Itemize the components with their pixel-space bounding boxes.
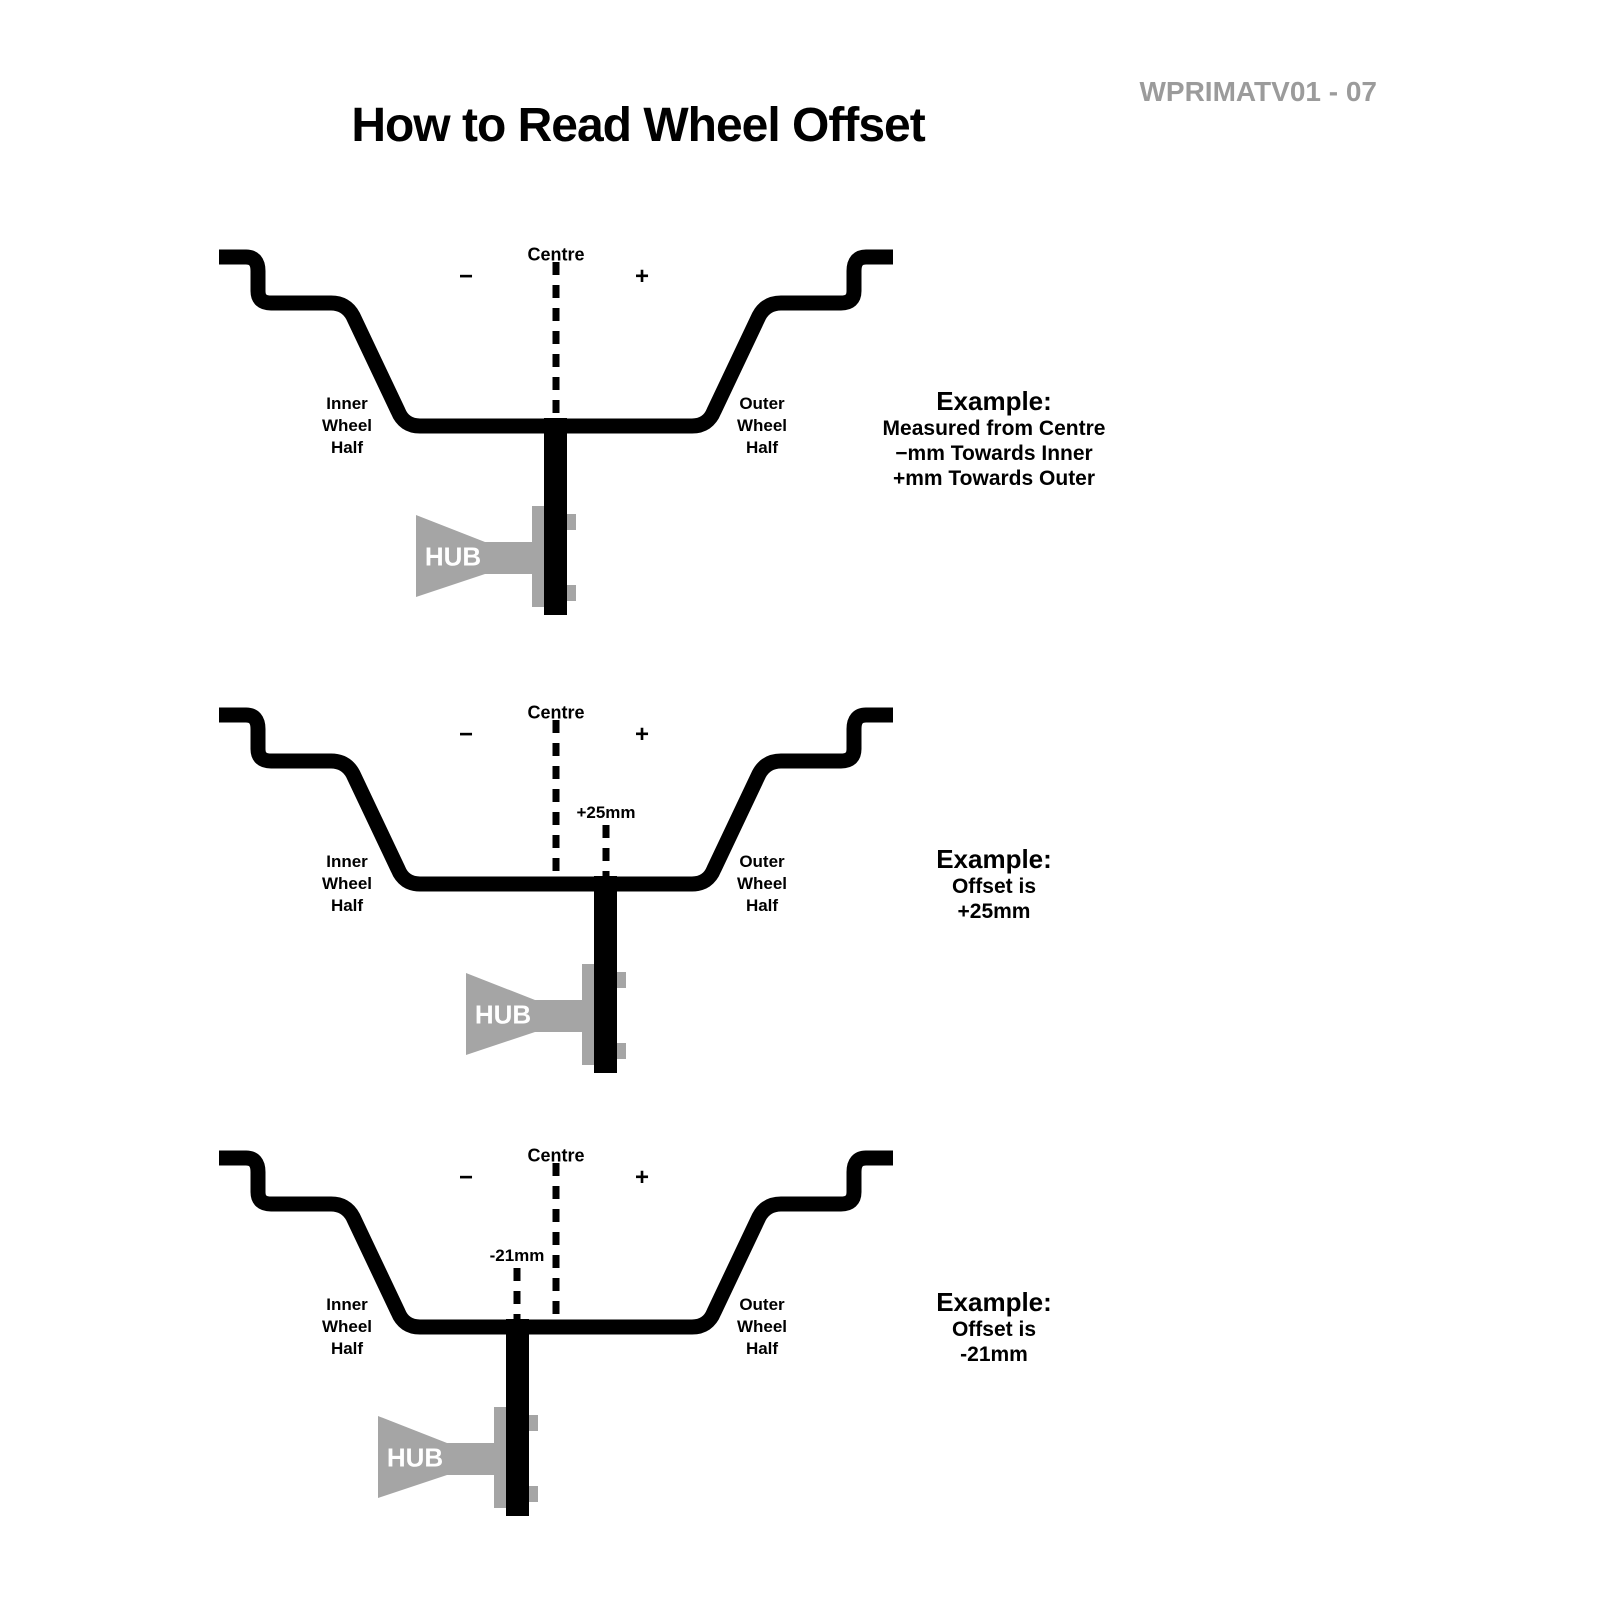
example-heading: Example: — [936, 386, 1052, 416]
document-code: WPRIMATV01 - 07 — [1139, 76, 1377, 107]
page-title: How to Read Wheel Offset — [351, 99, 925, 152]
minus-sign: − — [458, 263, 474, 290]
outer-wheel-half-label — [737, 393, 787, 459]
wheel-mounting-bar — [594, 876, 617, 1073]
centre-label: Centre — [527, 1145, 585, 1166]
wheel-mounting-bar — [506, 1319, 529, 1516]
inner-label-line: Half — [330, 896, 364, 915]
centre-label: Centre — [527, 702, 585, 723]
diagram-neutral-offset — [0, 235, 1600, 630]
inner-wheel-half-label — [322, 851, 372, 917]
example-line: Measured from Centre — [882, 417, 1106, 440]
inner-label-line: Wheel — [321, 874, 373, 893]
example-line: Offset is — [951, 875, 1037, 898]
hub-label: HUB — [474, 999, 532, 1030]
offset-value-label: -21mm — [489, 1246, 545, 1265]
inner-label-line: Half — [330, 1339, 364, 1358]
inner-label-line: Wheel — [321, 1317, 373, 1336]
outer-label-line: Wheel — [736, 1317, 788, 1336]
plus-sign: + — [634, 1164, 650, 1191]
example-text-block — [936, 844, 1052, 924]
outer-label-line: Outer — [739, 394, 785, 413]
inner-label-line: Wheel — [321, 416, 373, 435]
outer-wheel-half-label — [737, 1294, 787, 1360]
outer-label-line: Outer — [739, 1295, 785, 1314]
hub-label: HUB — [386, 1442, 444, 1473]
example-line: −mm Towards Inner — [895, 442, 1093, 465]
outer-label-line: Wheel — [736, 874, 788, 893]
example-line: +mm Towards Outer — [892, 467, 1096, 490]
wheel-diagram-svg — [0, 1136, 960, 1531]
example-heading: Example: — [936, 844, 1052, 874]
example-line: -21mm — [960, 1343, 1028, 1366]
example-line: +25mm — [957, 900, 1031, 923]
inner-label-line: Half — [330, 438, 364, 457]
outer-wheel-half-label — [737, 851, 787, 917]
example-line: Offset is — [951, 1318, 1037, 1341]
inner-label-line: Inner — [326, 1295, 368, 1314]
diagram-positive-offset — [0, 693, 1600, 1088]
example-text-block — [936, 1287, 1052, 1367]
offset-value-label: +25mm — [576, 803, 636, 822]
outer-label-line: Half — [745, 896, 779, 915]
wheel-mounting-bar — [544, 418, 567, 615]
outer-label-line: Half — [745, 438, 779, 457]
example-heading: Example: — [936, 1287, 1052, 1317]
example-text-block — [883, 386, 1106, 491]
centre-label: Centre — [527, 244, 585, 265]
hub-label: HUB — [424, 541, 482, 572]
diagram-negative-offset — [0, 1136, 1600, 1531]
outer-label-line: Outer — [739, 852, 785, 871]
minus-sign: − — [458, 721, 474, 748]
inner-wheel-half-label — [322, 1294, 372, 1360]
outer-label-line: Half — [745, 1339, 779, 1358]
outer-label-line: Wheel — [736, 416, 788, 435]
inner-wheel-half-label — [322, 393, 372, 459]
inner-label-line: Inner — [326, 394, 368, 413]
plus-sign: + — [634, 721, 650, 748]
minus-sign: − — [458, 1164, 474, 1191]
plus-sign: + — [634, 263, 650, 290]
inner-label-line: Inner — [326, 852, 368, 871]
